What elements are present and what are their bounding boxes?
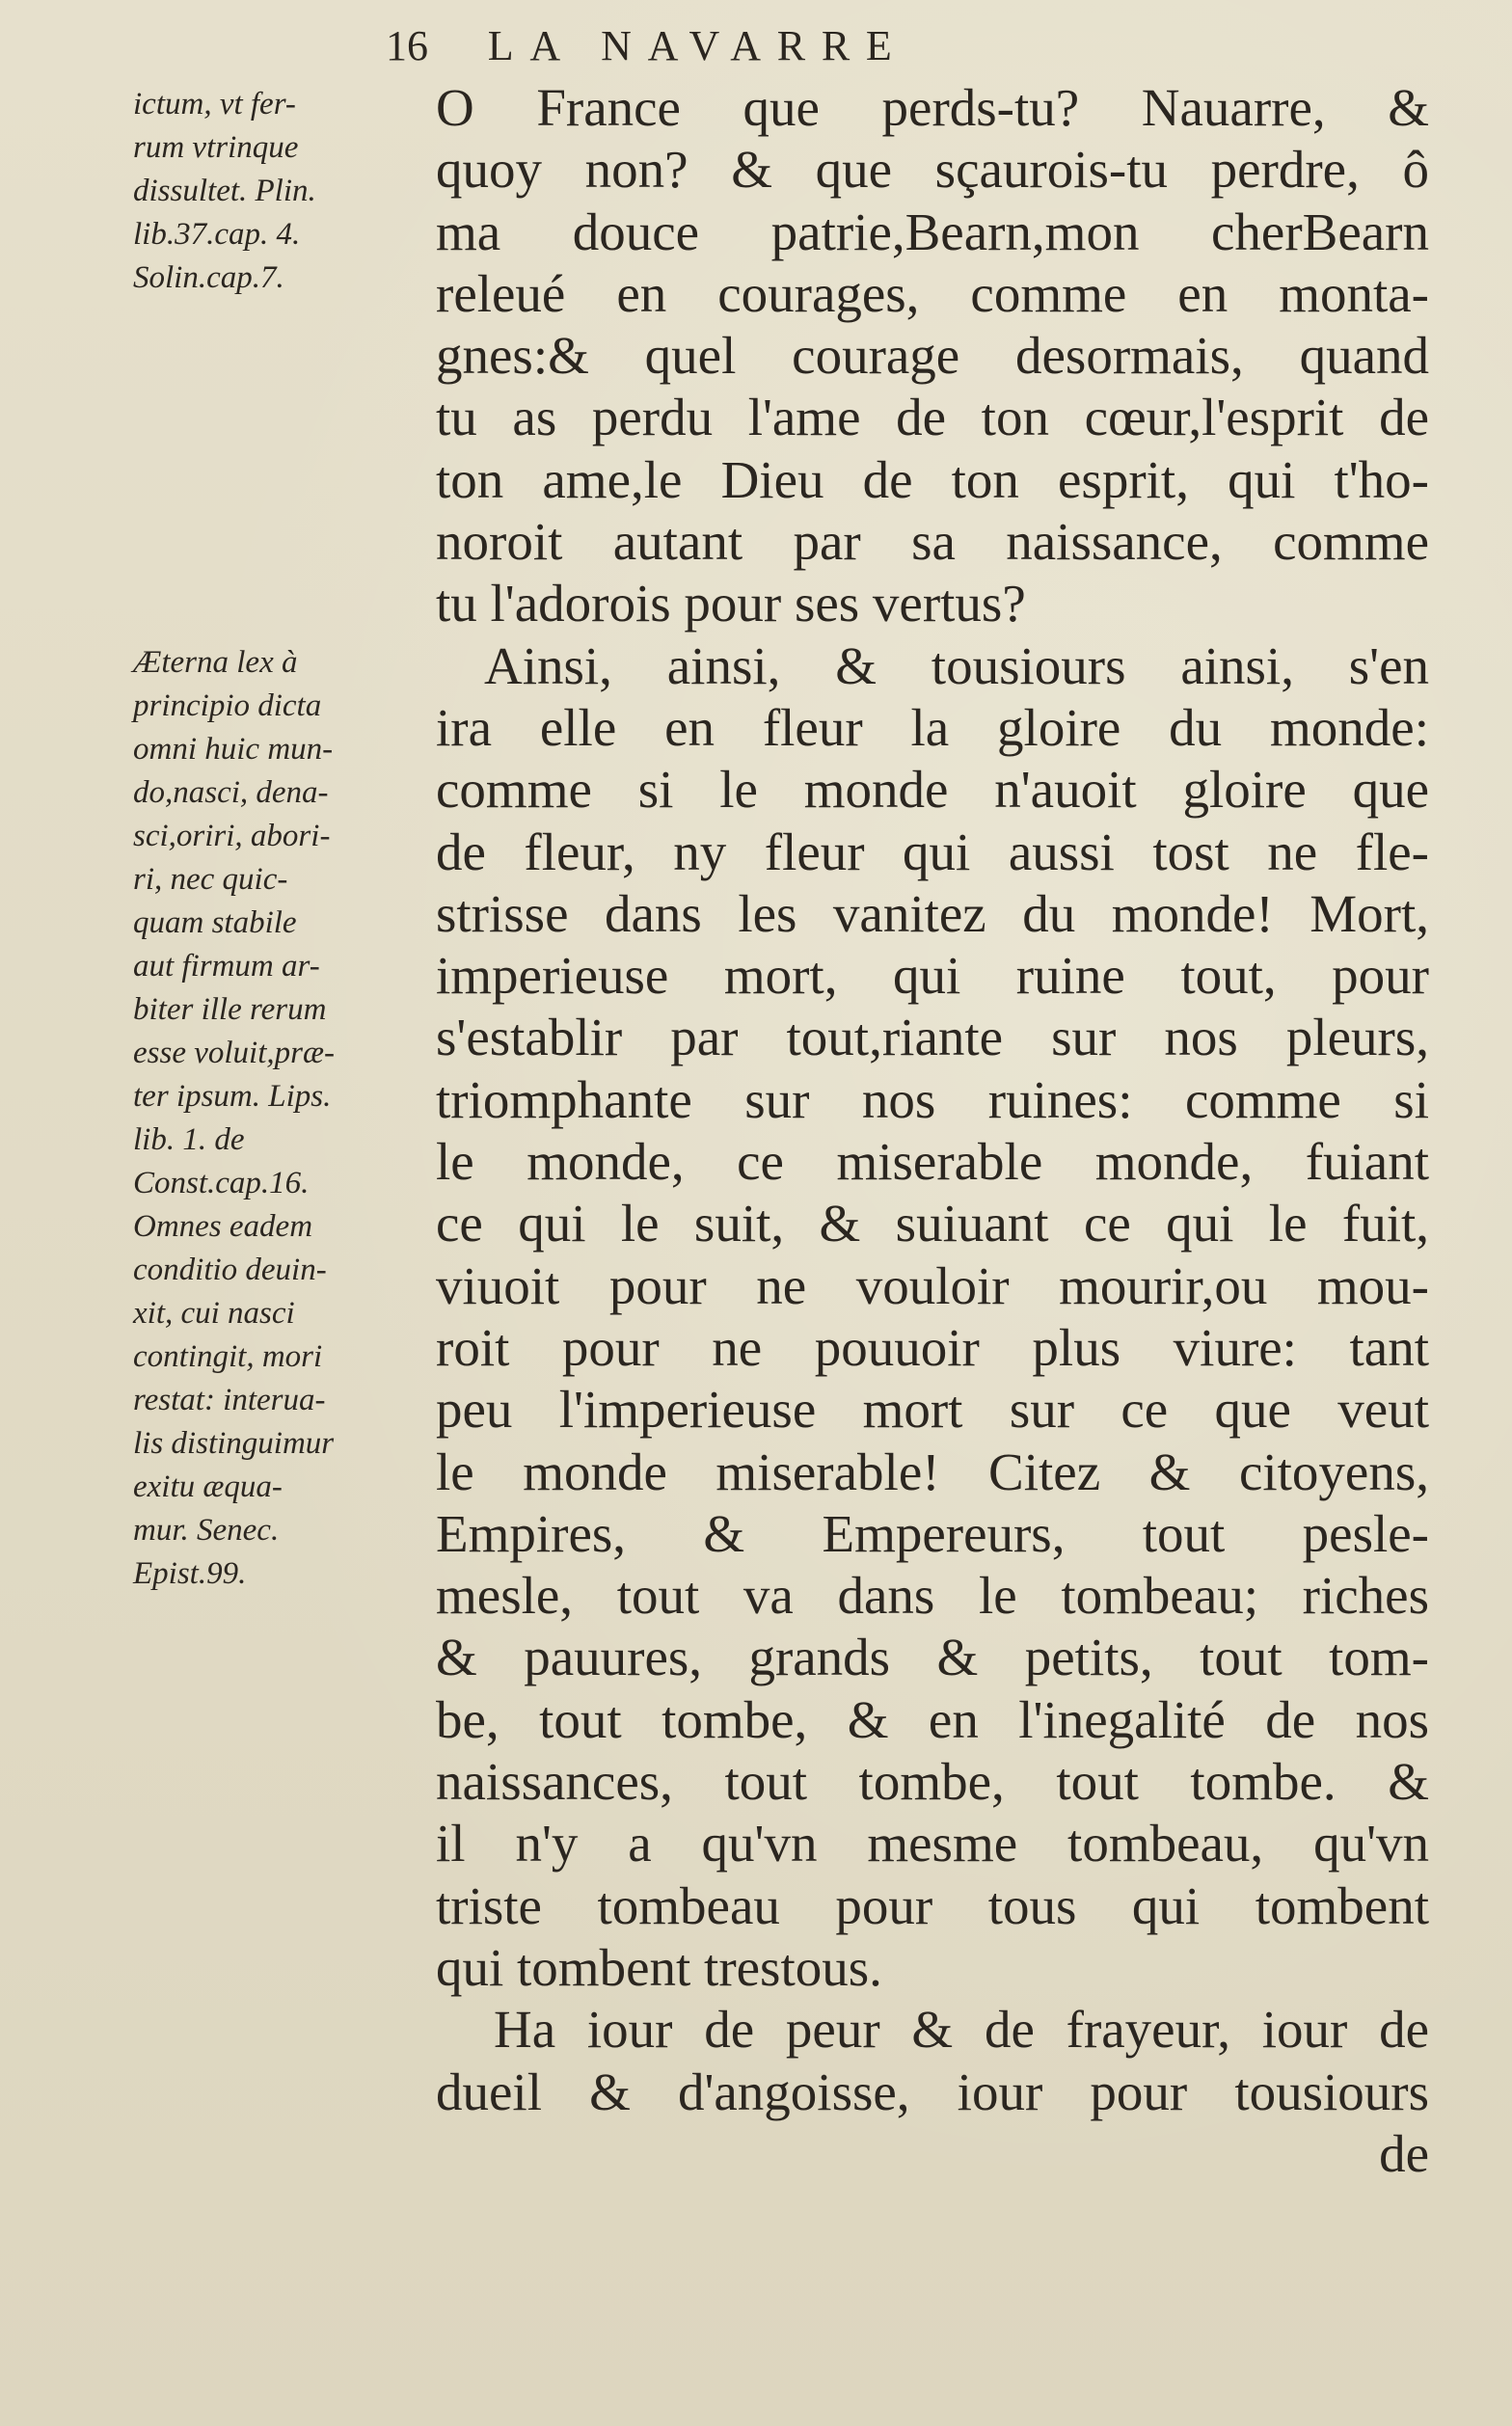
margin-note-line: dissultet. Plin. bbox=[133, 174, 316, 208]
text-line: qui tombent trestous. bbox=[436, 1937, 882, 1997]
text-line: ira elle en fleur la gloire du monde: bbox=[436, 697, 1429, 757]
margin-note-pliny bbox=[133, 83, 442, 300]
paragraph-start-line: Ainsi, ainsi, & tousiours ainsi, s'en bbox=[484, 635, 1429, 695]
margin-note-line: ictum, vt fer- bbox=[133, 87, 296, 121]
margin-note-line: contingit, mori bbox=[133, 1339, 323, 1374]
text-line: le monde miserable! Citez & citoyens, bbox=[436, 1442, 1429, 1501]
text-line: be, tout tombe, & en l'inegalité de nos bbox=[436, 1689, 1429, 1749]
margin-note-line: do,nasci, dena- bbox=[133, 775, 329, 810]
catchword: de bbox=[1379, 2123, 1429, 2183]
running-header bbox=[386, 21, 1254, 79]
margin-note-line: esse voluit,præ- bbox=[133, 1036, 335, 1070]
text-line: roit pour ne pouuoir plus viure: tant bbox=[436, 1317, 1429, 1377]
body-text bbox=[436, 77, 1429, 2185]
text-line: triste tombeau pour tous qui tombent bbox=[436, 1875, 1429, 1935]
page-number: 16 bbox=[386, 22, 428, 69]
text-line: releué en courages, comme en monta- bbox=[436, 263, 1429, 323]
text-line: peu l'imperieuse mort sur ce que veut bbox=[436, 1380, 1429, 1440]
text-line: triomphante sur nos ruines: comme si bbox=[436, 1069, 1429, 1129]
text-line: & pauures, grands & petits, tout tom- bbox=[436, 1628, 1429, 1687]
text-line: noroit autant par sa naissance, comme bbox=[436, 512, 1429, 572]
margin-note-line: aut firmum ar- bbox=[133, 949, 320, 984]
text-line: tu as perdu l'ame de ton cœur,l'esprit de bbox=[436, 388, 1429, 447]
text-line: gnes:& quel courage desormais, quand bbox=[436, 326, 1429, 386]
margin-note-line: mur. Senec. bbox=[133, 1513, 280, 1548]
margin-note-line: Omnes eadem bbox=[133, 1209, 313, 1244]
margin-note-line: rum vtrinque bbox=[133, 130, 299, 165]
text-line: tu l'adorois pour ses vertus? bbox=[436, 574, 1026, 633]
text-line: O France que perds-tu? Nauarre, & bbox=[436, 78, 1429, 137]
margin-note-line: Epist.99. bbox=[133, 1556, 247, 1591]
margin-note-line: conditio deuin- bbox=[133, 1253, 327, 1287]
running-title: LA NAVARRE bbox=[487, 22, 908, 69]
paragraph-start-line: Ha iour de peur & de frayeur, iour de bbox=[494, 2000, 1429, 2060]
margin-note-line: lib.37.cap. 4. bbox=[133, 217, 301, 252]
text-line: strisse dans les vanitez du monde! Mort, bbox=[436, 883, 1429, 943]
margin-note-line: lis distinguimur bbox=[133, 1426, 335, 1461]
margin-note-line: xit, cui nasci bbox=[133, 1296, 295, 1331]
text-line: imperieuse mort, qui ruine tout, pour bbox=[436, 946, 1429, 1006]
text-line: il n'y a qu'vn mesme tombeau, qu'vn bbox=[436, 1814, 1429, 1873]
text-line: dueil & d'angoisse, iour pour tousiours bbox=[436, 2062, 1429, 2121]
margin-note-line: Const.cap.16. bbox=[133, 1166, 310, 1200]
margin-note-lipsius-seneca bbox=[133, 641, 442, 1596]
margin-note-line: quam stabile bbox=[133, 905, 297, 940]
margin-note-line: biter ille rerum bbox=[133, 992, 327, 1027]
margin-note-line: Æterna lex à bbox=[133, 645, 298, 680]
text-line: ton ame,le Dieu de ton esprit, qui t'ho- bbox=[436, 449, 1429, 509]
text-line: quoy non? & que sçaurois-tu perdre, ô bbox=[436, 140, 1429, 200]
margin-note-line: ter ipsum. Lips. bbox=[133, 1079, 332, 1114]
margin-note-line: Solin.cap.7. bbox=[133, 260, 284, 295]
text-line: le monde, ce miserable monde, fuiant bbox=[436, 1132, 1429, 1192]
text-line: naissances, tout tombe, tout tombe. & bbox=[436, 1752, 1429, 1812]
text-line: ma douce patrie,Bearn,mon cherBearn bbox=[436, 202, 1429, 261]
text-line: viuoit pour ne vouloir mourir,ou mou- bbox=[436, 1255, 1429, 1315]
margin-note-line: restat: interua- bbox=[133, 1383, 326, 1417]
margin-note-line: exitu æqua- bbox=[133, 1469, 283, 1504]
text-line: s'establir par tout,riante sur nos pleurs, bbox=[436, 1008, 1429, 1067]
margin-note-line: omni huic mun- bbox=[133, 732, 334, 767]
text-line: ce qui le suit, & suiuant ce qui le fuit, bbox=[436, 1194, 1429, 1253]
text-line: Empires, & Empereurs, tout pesle- bbox=[436, 1503, 1429, 1563]
margin-note-line: lib. 1. de bbox=[133, 1122, 245, 1157]
text-line: comme si le monde n'auoit gloire que bbox=[436, 760, 1429, 820]
margin-note-line: principio dicta bbox=[133, 688, 322, 723]
margin-note-line: sci,oriri, abori- bbox=[133, 819, 331, 853]
text-line: de fleur, ny fleur qui aussi tost ne fle- bbox=[436, 822, 1429, 881]
margin-note-line: ri, nec quic- bbox=[133, 862, 288, 897]
text-line: mesle, tout va dans le tombeau; riches bbox=[436, 1566, 1429, 1626]
